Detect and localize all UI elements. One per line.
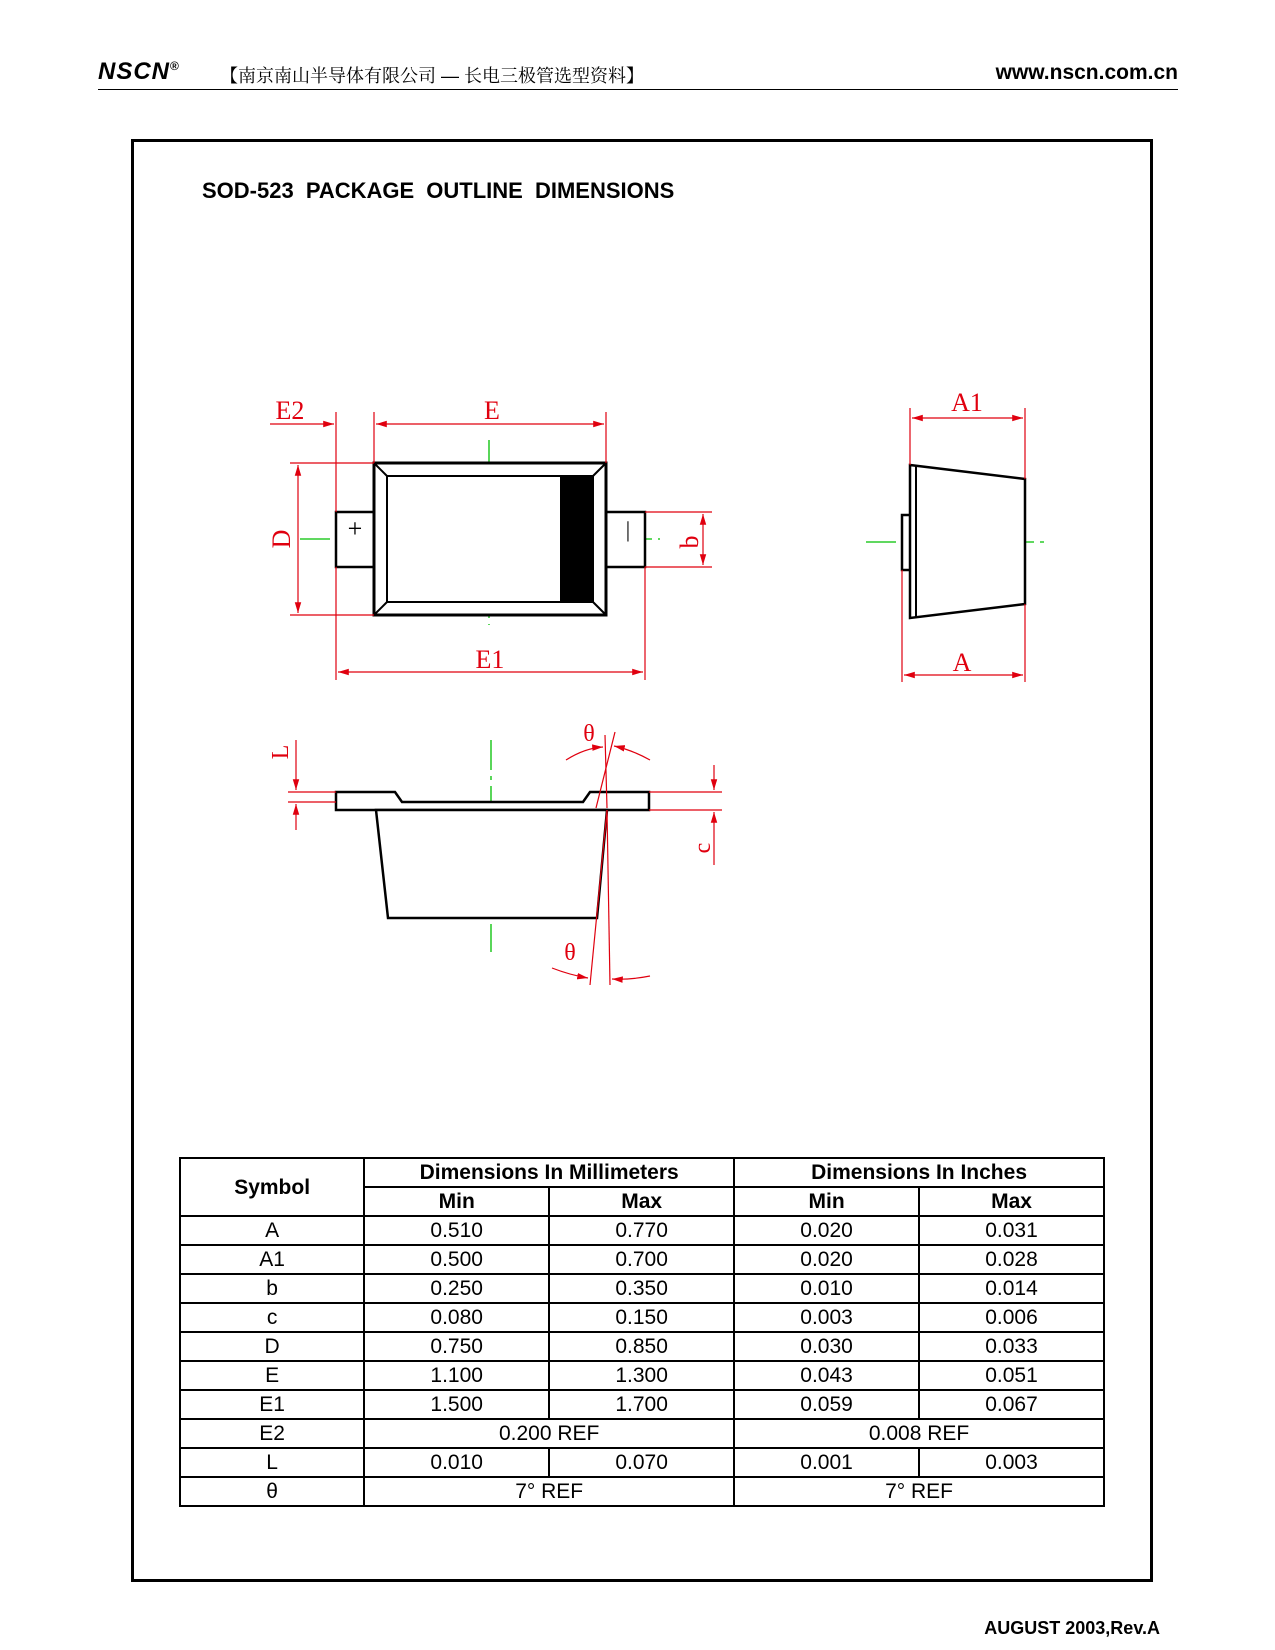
symbol-cell: E1	[180, 1390, 364, 1419]
website-link[interactable]: www.nscn.com.cn	[995, 61, 1178, 84]
in-max-cell: 0.033	[919, 1332, 1104, 1361]
inch-header: Dimensions In Inches	[734, 1158, 1104, 1187]
revision-footer: AUGUST 2003,Rev.A	[984, 1618, 1160, 1638]
front-body	[376, 810, 607, 918]
symbol-header: Symbol	[180, 1158, 364, 1216]
label-a1: A1	[951, 388, 983, 417]
table-row	[180, 1390, 1104, 1419]
label-e2: E2	[275, 396, 305, 425]
mm-max-cell: 0.350	[549, 1274, 734, 1303]
symbol-cell: b	[180, 1274, 364, 1303]
label-b: b	[675, 535, 704, 549]
symbol-cell: A1	[180, 1245, 364, 1274]
mm-min-cell: 0.510	[364, 1216, 549, 1245]
symbol-cell: θ	[180, 1477, 364, 1506]
side-view	[866, 465, 1048, 618]
table-row	[180, 1216, 1104, 1245]
mm-max-cell: 0.700	[549, 1245, 734, 1274]
table-row	[180, 1448, 1104, 1477]
in-ref-cell: 0.008 REF	[734, 1419, 1104, 1448]
mm-min-cell: 1.100	[364, 1361, 549, 1390]
anode-mark: +	[347, 514, 363, 543]
mm-max-cell: 0.070	[549, 1448, 734, 1477]
mm-ref-cell: 0.200 REF	[364, 1419, 734, 1448]
mm-min-cell: 0.010	[364, 1448, 549, 1477]
mm-max-cell: 0.770	[549, 1216, 734, 1245]
in-min-cell: 0.010	[734, 1274, 919, 1303]
mm-min-cell: 0.080	[364, 1303, 549, 1332]
in-min-cell: 0.059	[734, 1390, 919, 1419]
in-max-cell: 0.014	[919, 1274, 1104, 1303]
table-row	[180, 1245, 1104, 1274]
front-leads	[336, 792, 649, 810]
dimensions-table	[179, 1157, 1105, 1507]
in-min-header: Min	[734, 1187, 919, 1216]
symbol-cell: D	[180, 1332, 364, 1361]
company-name: 【南京南山半导体有限公司 — 长电三极管选型资料】	[220, 66, 644, 86]
in-ref-cell: 7° REF	[734, 1477, 1104, 1506]
mm-min-cell: 0.250	[364, 1274, 549, 1303]
in-min-cell: 0.001	[734, 1448, 919, 1477]
label-theta-top: θ	[583, 721, 595, 747]
mm-min-cell: 1.500	[364, 1390, 549, 1419]
label-d: D	[267, 529, 296, 549]
in-max-cell: 0.067	[919, 1390, 1104, 1419]
label-c: c	[690, 842, 716, 854]
side-body	[910, 465, 1025, 618]
mm-min-cell: 0.500	[364, 1245, 549, 1274]
mm-ref-cell: 7° REF	[364, 1477, 734, 1506]
in-min-cell: 0.043	[734, 1361, 919, 1390]
top-view	[300, 440, 660, 625]
in-min-cell: 0.020	[734, 1216, 919, 1245]
table-row	[180, 1332, 1104, 1361]
in-max-cell: 0.031	[919, 1216, 1104, 1245]
label-e: E	[484, 396, 500, 425]
table-row	[180, 1361, 1104, 1390]
symbol-cell: L	[180, 1448, 364, 1477]
in-max-cell: 0.028	[919, 1245, 1104, 1274]
table-row	[180, 1419, 1104, 1448]
mm-max-cell: 0.850	[549, 1332, 734, 1361]
in-min-cell: 0.030	[734, 1332, 919, 1361]
symbol-cell: A	[180, 1216, 364, 1245]
cathode-mark: |	[625, 517, 631, 542]
cathode-band	[560, 476, 593, 602]
mm-min-header: Min	[364, 1187, 549, 1216]
table-row	[180, 1477, 1104, 1506]
table-row	[180, 1274, 1104, 1303]
label-a: A	[952, 648, 972, 677]
symbol-cell: c	[180, 1303, 364, 1332]
mm-max-header: Max	[549, 1187, 734, 1216]
mm-header: Dimensions In Millimeters	[364, 1158, 734, 1187]
table-row	[180, 1303, 1104, 1332]
label-l: L	[268, 744, 294, 760]
mm-min-cell: 0.750	[364, 1332, 549, 1361]
front-view	[336, 740, 649, 952]
mm-max-cell: 0.150	[549, 1303, 734, 1332]
page-title: SOD-523 PACKAGE OUTLINE DIMENSIONS	[202, 178, 675, 203]
in-min-cell: 0.003	[734, 1303, 919, 1332]
mm-max-cell: 1.300	[549, 1361, 734, 1390]
table-header-row	[180, 1158, 1104, 1187]
label-theta-bottom: θ	[564, 940, 576, 966]
in-max-cell: 0.051	[919, 1361, 1104, 1390]
label-e1: E1	[475, 645, 505, 674]
symbol-cell: E	[180, 1361, 364, 1390]
in-min-cell: 0.020	[734, 1245, 919, 1274]
in-max-cell: 0.003	[919, 1448, 1104, 1477]
logo-text: NSCN	[98, 58, 171, 85]
in-max-cell: 0.006	[919, 1303, 1104, 1332]
in-max-header: Max	[919, 1187, 1104, 1216]
symbol-cell: E2	[180, 1419, 364, 1448]
registered-mark: ®	[170, 59, 180, 73]
mm-max-cell: 1.700	[549, 1390, 734, 1419]
